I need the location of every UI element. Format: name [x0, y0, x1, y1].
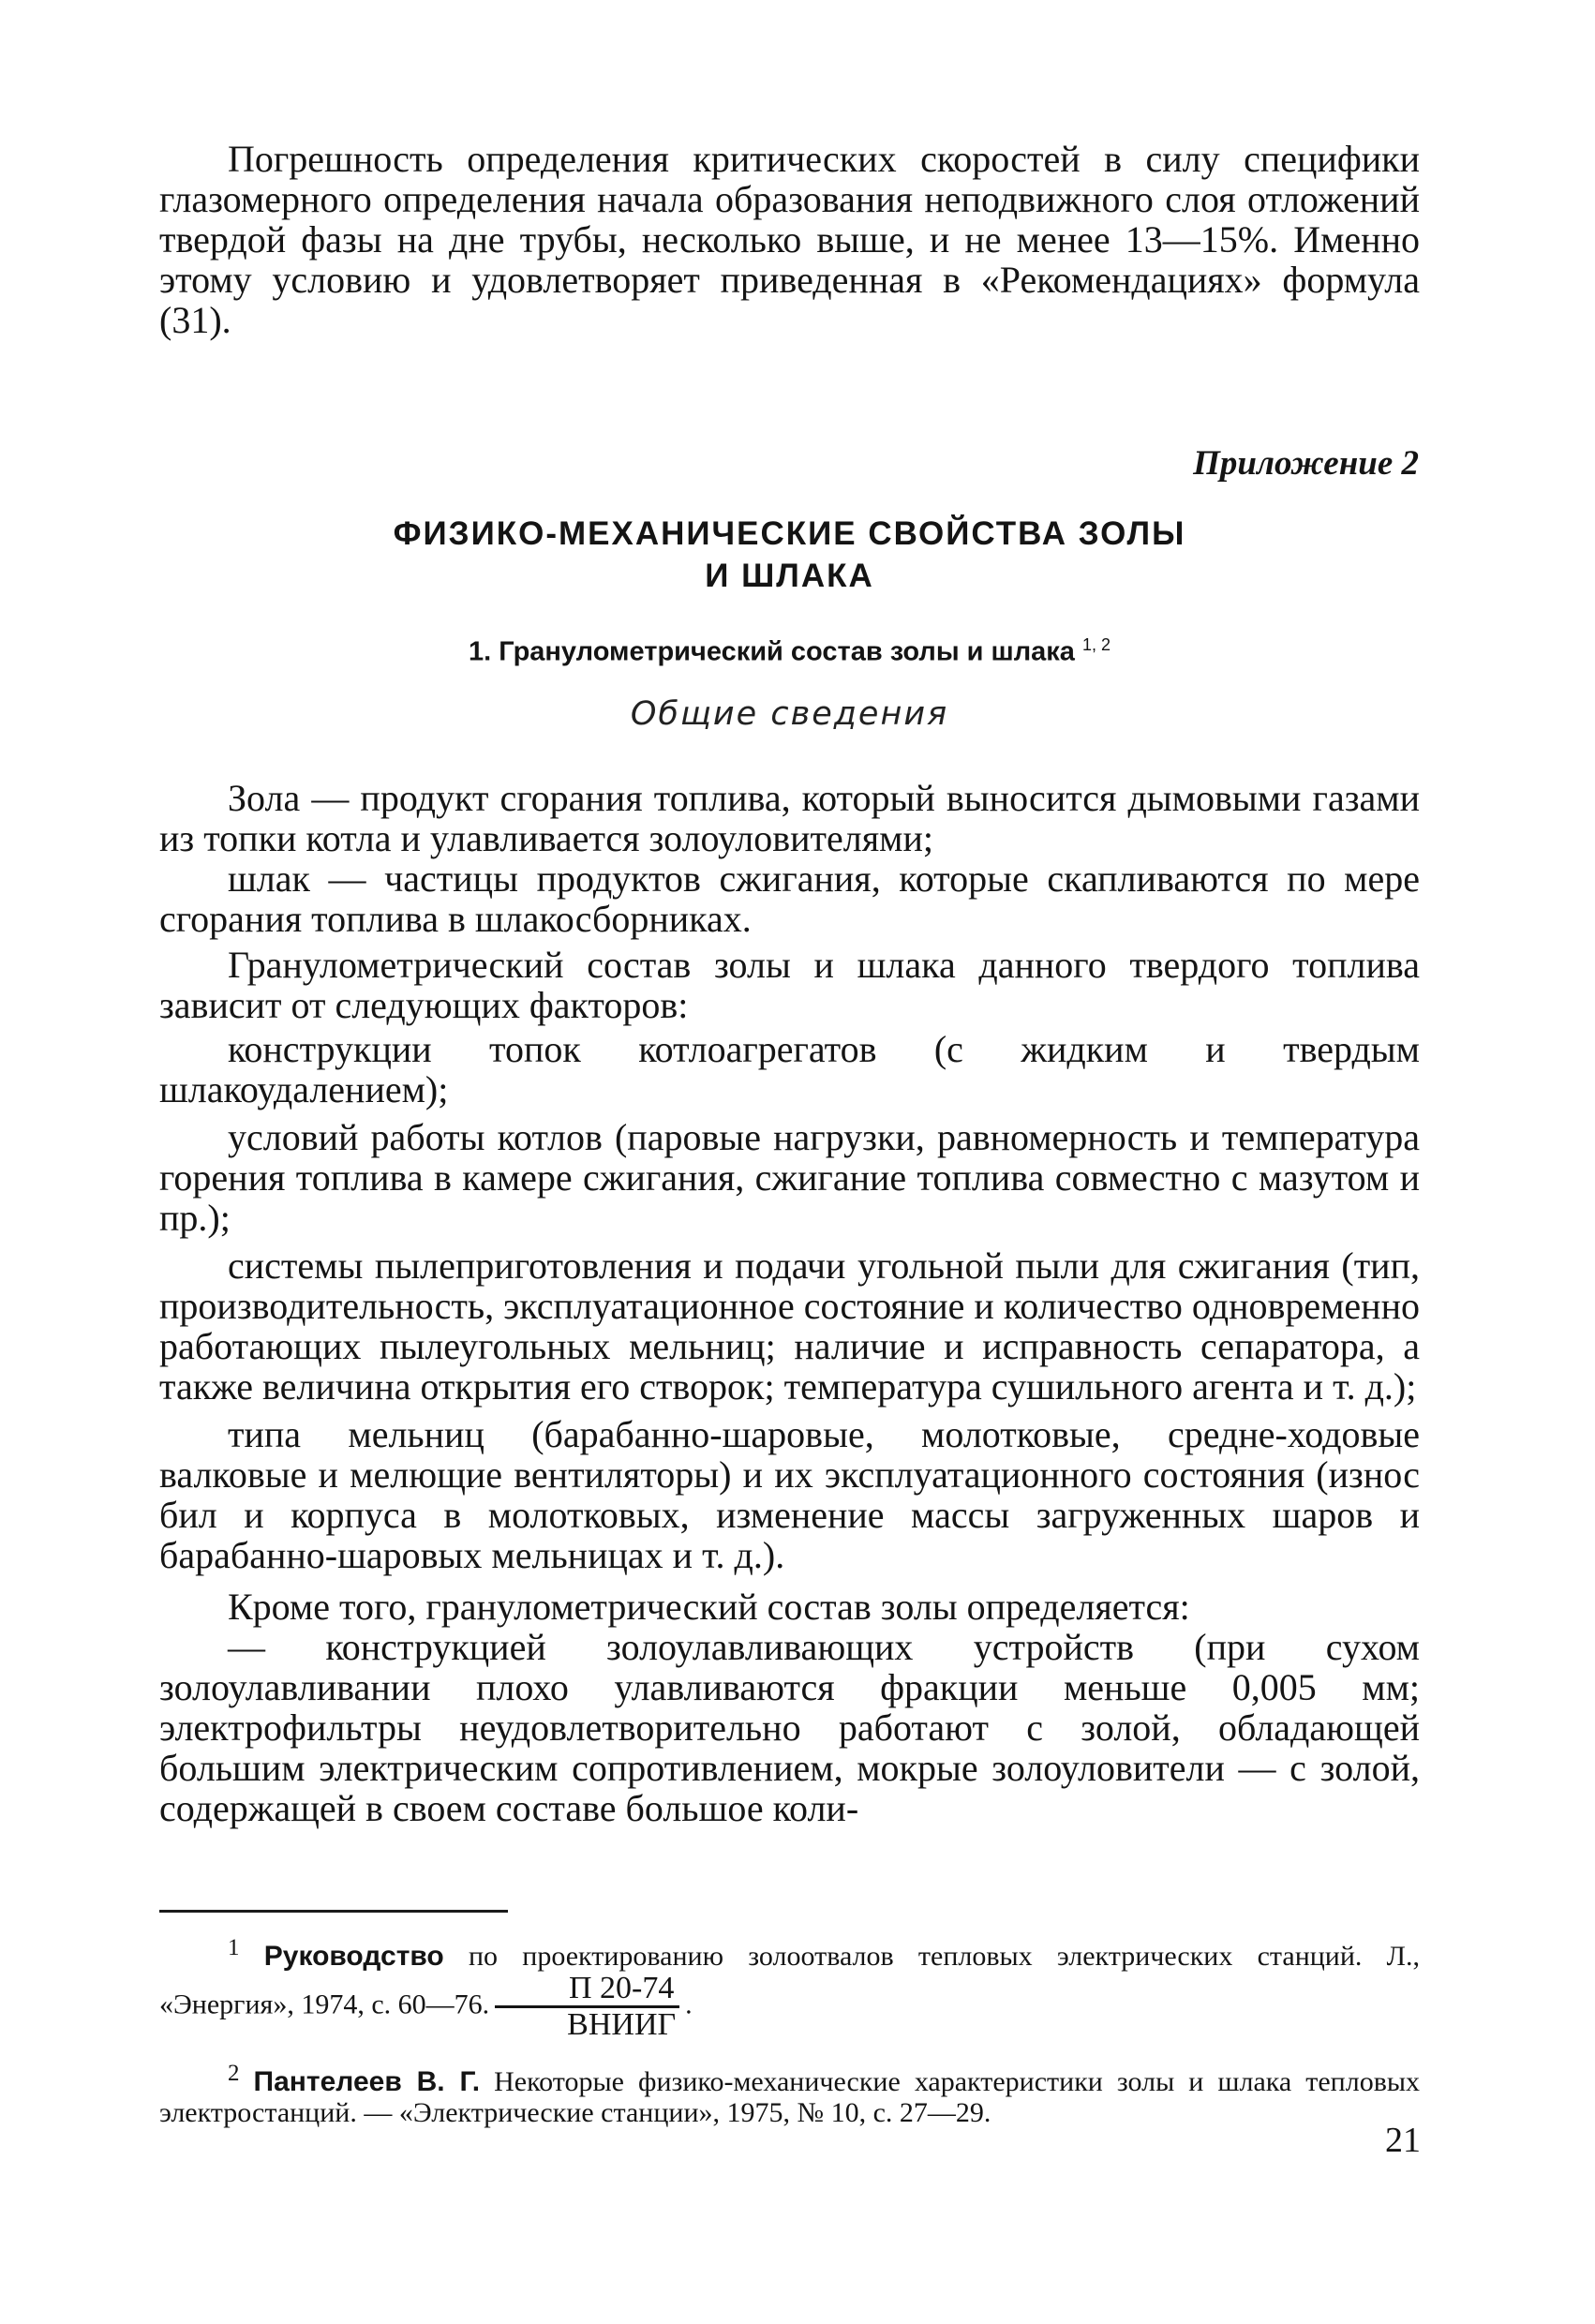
- paragraph-slag-definition: шлак — частицы продуктов сжигания, которые скапливаются по мере сгорания топлива в шлакосборниках.: [159, 857, 1420, 940]
- intro-paragraph-block: [159, 139, 1420, 340]
- section-title: [159, 635, 1420, 668]
- footnote-1-author: Руководство: [263, 1941, 444, 1972]
- paragraph-ash-definition: Зола — продукт сгорания топлива, который выносится дымовыми газами из топки котла и улавливается золоуловителями;: [159, 777, 1420, 859]
- footnote-2-mark: 2: [228, 2061, 240, 2086]
- body-text: [159, 778, 1420, 1828]
- footnote-1-fraction-numerator: П 20-74: [495, 1972, 679, 2008]
- page-number: 21: [1385, 2121, 1421, 2160]
- paragraph-factor-furnace: конструкции топок котлоагрегатов (с жидким и твердым шлакоудалением);: [159, 1028, 1420, 1110]
- paragraph-factor-mill-type: типа мельниц (барабанно-шаровые, молотковые, средне-ходовые валковые и мелющие вентиляторы) и их эксплуатационного состояния (износ бил и корпуса в молотковых, изменение массы загруженных шаров и барабанно-шаровых мельницах и т. д.).: [159, 1413, 1420, 1576]
- footnote-separator: [159, 1910, 508, 1913]
- section-title-text: 1. Гранулометрический состав золы и шлака: [468, 636, 1075, 667]
- main-heading-line-1: ФИЗИКО-МЕХАНИЧЕСКИЕ СВОЙСТВА ЗОЛЫ: [393, 515, 1186, 552]
- paragraph-also-determined: Кроме того, гранулометрический состав золы определяется:: [228, 1586, 1190, 1628]
- footnote-2-text: Некоторые физико-механические характеристики золы и шлака тепловых электростанций. — «Электрические станции», 1975, № 10, с. 27—29.: [159, 2066, 1421, 2128]
- paragraph-factor-boiler-operation: условий работы котлов (паровые нагрузки, равномерность и температура горения топлива в камере сжигания, сжигание топлива совместно с мазутом и пр.);: [159, 1116, 1420, 1239]
- main-heading-line-2: И ШЛАКА: [705, 558, 874, 594]
- intro-paragraph: Погрешность определения критических скоростей в силу специфики глазомерного определения начала образования неподвижного слоя отложений твердой фазы на дне трубы, несколько выше, и не менее 13—15%. Именно этому условию и удовлетворяет приведенная в «Рекомендациях» формула (31).: [159, 138, 1420, 341]
- paragraph-collector-design: — конструкцией золоулавливающих устройств (при сухом золоулавливании плохо улавливаются фракции меньше 0,005 мм; электрофильтры неудовлетворительно работают с золой, обладающей большим электрическим сопротивлением, мокрые золоуловители — с золой, содержащей в своем составе большое коли-: [159, 1626, 1420, 1829]
- footnote-1-mark: 1: [228, 1935, 240, 1960]
- footnote-1-text: по проектированию золоотвалов тепловых электрических станций. Л., «Энергия», 1974, с. 60—76.: [159, 1941, 1420, 2020]
- subsection-title: Общие сведения: [630, 695, 949, 733]
- appendix-label: Приложение 2: [1193, 444, 1419, 483]
- footnote-2-author: Пантелеев В. Г.: [253, 2066, 481, 2097]
- footnote-1: $^1$ Руководство по проектированию золоотвалов тепловых электрических станций. Л., «Энергия», 1974, с. 60—76. $\frac{П 20-74}{\text{ВНИИГ}}$ .: [159, 1935, 1420, 2042]
- footnote-2: [159, 2058, 1420, 2128]
- paragraph-factors-intro: Гранулометрический состав золы и шлака данного твердого топлива зависит от следующих факторов:: [159, 944, 1420, 1026]
- footnote-1-fraction: [495, 1972, 679, 2042]
- paragraph-factor-dust-system: системы пылеприготовления и подачи угольной пыли для сжигания (тип, производительность, эксплуатационное состояние и количество одновременно работающих пылеугольных мельниц; наличие и исправность сепаратора, а также величина открытия его створок; температура сушильного агента и т. д.);: [159, 1244, 1420, 1408]
- section-footnote-refs: 1, 2: [1081, 635, 1111, 654]
- footnote-1-fraction-denominator: ВНИИГ: [567, 2007, 677, 2042]
